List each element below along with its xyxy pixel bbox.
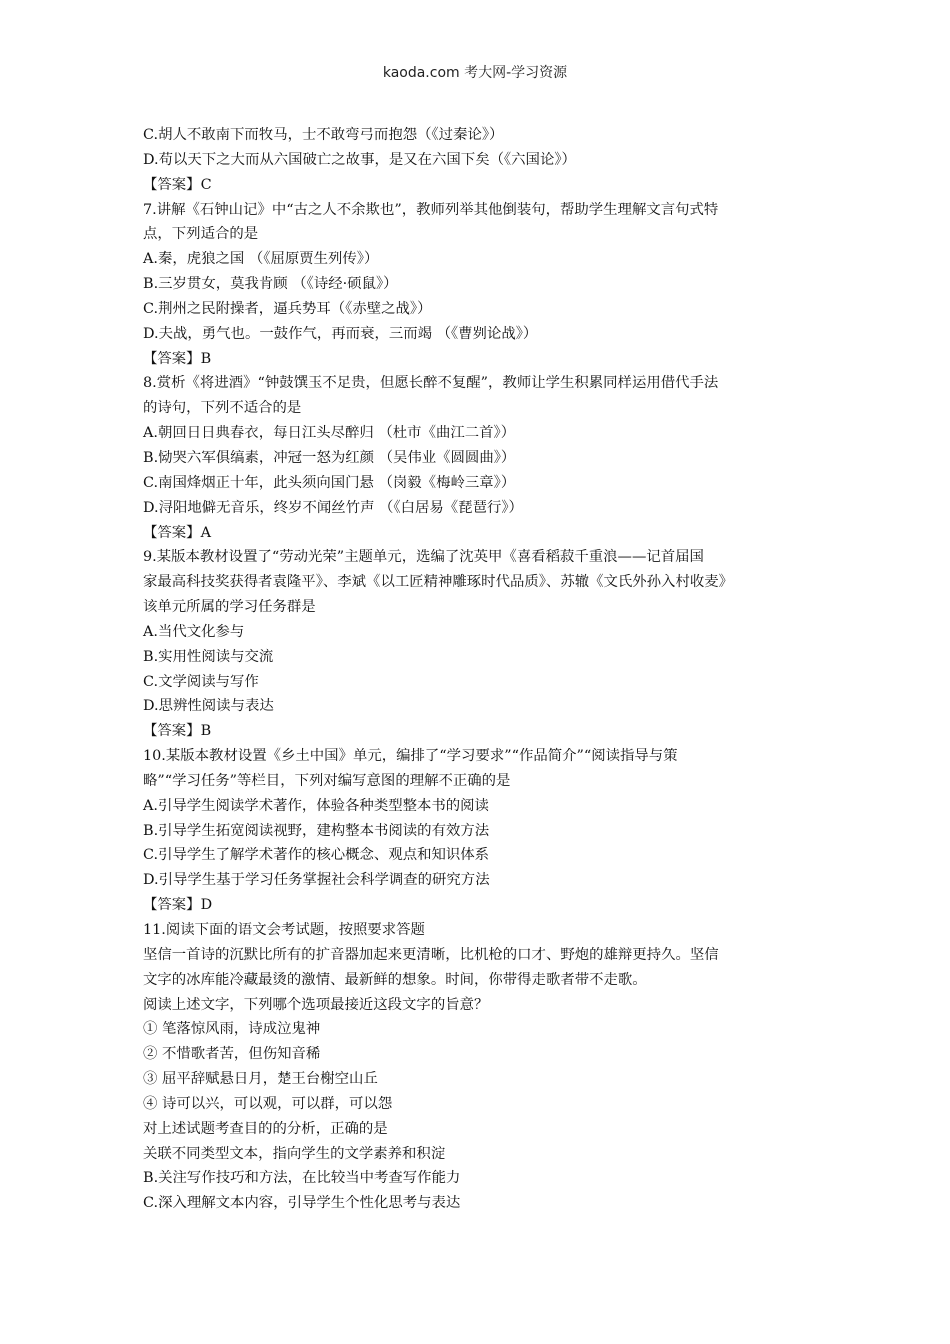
question-line: 该单元所属的学习任务群是 [143, 599, 316, 616]
question-line: 7.讲解《石钟山记》中“古之人不余欺也”，教师列举其他倒装句，帮助学生理解文言句式特 [143, 201, 719, 218]
answer-line: 【答案】A [143, 524, 211, 541]
option-line: ③ 屈平辞赋悬日月，楚王台榭空山丘 [143, 1071, 378, 1088]
passage-line: 坚信一首诗的沉默比所有的扩音器加起来更清晰，比机枪的口才、野炮的雄辩更持久。坚信 [143, 946, 719, 963]
option-line: B.恸哭六军俱缟素，冲冠一怒为红颜 （吴伟业《圆圆曲》） [143, 449, 516, 466]
question-line: 10.某版本教材设置《乡土中国》单元，编排了“学习要求”“作品简介”“阅读指导与策 [143, 748, 678, 765]
answer-line: 【答案】B [143, 350, 212, 367]
question-line: 点，下列适合的是 [143, 226, 259, 243]
option-line: A.引导学生阅读学术著作，体验各种类型整本书的阅读 [143, 797, 489, 814]
option-line: 关联不同类型文本，指向学生的文学素养和积淀 [143, 1145, 446, 1162]
document-body [143, 123, 811, 1216]
question-line: 对上述试题考查目的的分析，正确的是 [143, 1120, 388, 1137]
option-line: A.朝回日日典春衣，每日江头尽醉归 （杜市《曲江二首》） [143, 425, 516, 442]
passage-line: 文字的冰库能冷藏最烫的激情、最新鲜的想象。时间，你带得走歌者带不走歌。 [143, 971, 647, 988]
option-line: B.三岁贯女，莫我肯顾 （《诗经·硕鼠》） [143, 276, 398, 293]
question-line: 的诗句，下列不适合的是 [143, 400, 302, 417]
option-line: C.引导学生了解学术著作的核心概念、观点和知识体系 [143, 847, 490, 864]
question-line: 11.阅读下面的语文会考试题，按照要求答题 [143, 922, 425, 938]
option-line: ④ 诗可以兴，可以观，可以群，可以怨 [143, 1095, 393, 1112]
option-line: C.文学阅读与写作 [143, 673, 259, 690]
option-line: ② 不惜歌者苦，但伤知音稀 [143, 1046, 321, 1063]
option-line: D.引导学生基于学习任务掌握社会科学调查的研究方法 [143, 872, 490, 889]
option-line: D.夫战，勇气也。一鼓作气，再而衰，三而竭 （《曹刿论战》） [143, 325, 538, 342]
option-line: D.思辨性阅读与表达 [143, 698, 274, 715]
page-header: kaoda.com 考大网-学习资源 [382, 65, 568, 81]
option-line: A.秦，虎狼之国 （《屈原贾生列传》） [143, 251, 379, 268]
option-line: B.引导学生拓宽阅读视野，建构整本书阅读的有效方法 [143, 822, 490, 839]
option-line: A.当代文化参与 [143, 623, 245, 640]
option-line: C.南国烽烟正十年，此头须向国门悬 （岗毅《梅岭三章》） [143, 474, 516, 491]
option-line: C.荆州之民附操者，逼兵势耳（《赤壁之战》） [143, 300, 432, 317]
option-line: B.关注写作技巧和方法，在比较当中考查写作能力 [143, 1170, 461, 1187]
option-line: ① 笔落惊风雨，诗成泣鬼神 [143, 1021, 321, 1038]
answer-line: 【答案】D [143, 897, 213, 914]
answer-line: 【答案】B [143, 723, 212, 740]
answer-line: 【答案】C [143, 176, 212, 193]
question-line: 略”“学习任务”等栏目，下列对编写意图的理解不正确的是 [143, 772, 511, 789]
option-line: B.实用性阅读与交流 [143, 648, 274, 665]
question-line: 家最高科技奖获得者袁隆平》、李斌《以工匠精神雕琢时代品质》、苏辙《文氏外孙入村收麦》 [143, 574, 734, 591]
option-line: D.浔阳地僻无音乐，终岁不闻丝竹声 （《白居易《琵琶行》） [143, 499, 523, 516]
option-line: C.胡人不敢南下而牧马，士不敢弯弓而抱怨（《过秦论》） [143, 127, 504, 143]
question-line: 8.赏析《将进酒》“钟鼓馔玉不足贵，但愿长醉不复醒”，教师让学生积累同样运用借代手法 [143, 375, 719, 392]
question-line: 9.某版本教材设置了“劳动光荣”主题单元，选编了沈英甲《喜看稻菽千重浪——记首届国 [143, 549, 704, 566]
question-line: 阅读上述文字，下列哪个选项最接近这段文字的旨意？ [143, 996, 489, 1013]
option-line: D.苟以天下之大而从六国破亡之故事，是又在六国下矣（《六国论》） [143, 151, 576, 168]
option-line: C.深入理解文本内容，引导学生个性化思考与表达 [143, 1195, 461, 1212]
